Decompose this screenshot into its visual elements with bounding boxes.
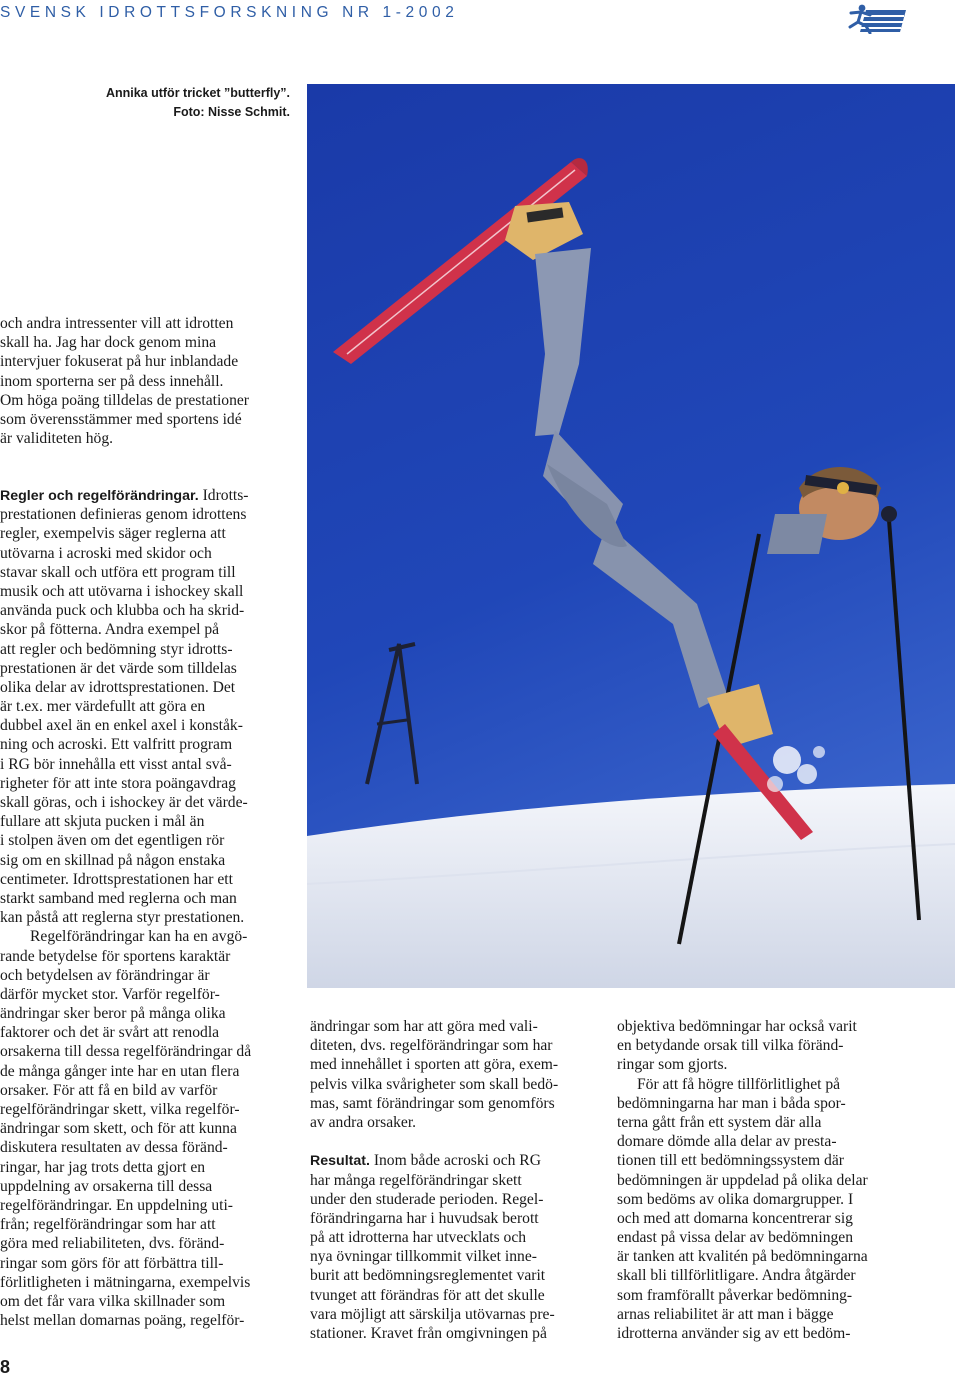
paragraph-gap [310,1132,600,1151]
skier-photo [307,84,955,988]
text-line: tionen till ett bedömningssystem där [617,1152,844,1170]
text-line: och betydelsen av förändringar är [0,966,210,984]
caption-credit: Foto: Nisse Schmit. [173,105,290,119]
text-line: skall bli tillförlitligare. Andra åtgärder [617,1267,856,1285]
text-line: terna gått från ett system där alla [617,1113,822,1131]
text-line: utövarna i acroski med skidor och [0,544,212,562]
text-line: tvunget att förändras för att det skulle [310,1286,545,1304]
text-line: diskutera resultaten av dessa föränd- [0,1139,228,1157]
text-line: att regler och bedömning styr idrotts- [0,640,233,658]
text-line: i RG bör innehålla ett visst antal svå- [0,755,232,773]
text-line: om det får vara vilka skillnader som [0,1292,226,1310]
text-line: därför mycket stor. Varför regelför- [0,985,220,1003]
text-line: orsakerna till dessa regelförändringar då [0,1043,252,1061]
text-line: bedömningen är uppdelad på olika delar [617,1171,868,1189]
text-line: prestationen definieras genom idrottens [0,506,247,524]
text-line: helst mellan domarnas poäng, regelför- [0,1312,245,1330]
text-line: ringar som gjorts. [617,1056,728,1074]
text-line: använda puck och klubba och ha skrid- [0,602,245,620]
text-line: är t.ex. mer värdefullt att göra en [0,698,206,716]
text-line: är validiteten hög. [0,430,114,448]
text-line: från; regelförändringar som har att [0,1216,216,1234]
text-line: ringar, har jag trots detta gjort en [0,1158,206,1176]
text-line: bedömningarna har man i båda spor- [617,1094,846,1112]
text-line: faktorer och det är svårt att renodla [0,1024,220,1042]
text-run: Idrotts- [198,487,249,504]
text-line [310,1151,600,1170]
text-line: förändringarna har i huvudsak berott [310,1209,539,1227]
text-line: ändringar som har att göra med vali- [310,1018,538,1035]
text-line: starkt samband med reglerna och man [0,889,237,907]
text-line: arnas reliabilitet är att man i bägge [617,1305,834,1323]
text-line: fullare att skjuta pucken i mål än [0,813,205,831]
text-line: av andra orsaker. [310,1113,417,1131]
text-line: Regelförändringar kan ha en avgö- [30,928,248,946]
text-run: Inom både acroski och RG [369,1152,541,1170]
text-line: För att få högre tillförlitlighet på [637,1075,841,1093]
journal-header: SVENSK IDROTTSFORSKNING NR 1-2002 [0,4,459,21]
text-line: centimeter. Idrottsprestationen har ett [0,870,233,888]
text-line: och andra intressenter vill att idrotten [0,315,234,332]
text-line: regler, exempelvis säger reglerna att [0,525,226,543]
text-line: mas, samt förändringar som genomförs [310,1094,555,1112]
text-line: vara möjligt att särskilja utövarnas pre- [310,1305,555,1323]
text-line: ändringar sker beror på många olika [0,1005,226,1023]
text-line [0,486,292,505]
text-line: med innehållet i sporten att göra, exem- [310,1056,559,1074]
column-1-top [0,314,292,448]
text-line: objektiva bedömningar har också varit [617,1018,857,1035]
text-line: skall göras, och i ishockey är det värde- [0,794,248,811]
text-line: kan påstå att reglerna styr prestationen. [0,909,245,927]
text-line: en betydande orsak till vilka föränd- [617,1037,844,1055]
text-line: skor på fötterna. Andra exempel på [0,621,220,639]
text-line: regelförändringar skett, vilka regelför- [0,1101,240,1118]
text-line: som överensstämmer med sportens idé [0,410,242,428]
text-line: ning och acroski. Ett valfritt program [0,736,233,754]
text-line: som bedöms av olika domargrupper. I [617,1190,854,1208]
text-line: endast på vissa delar av bedömningen [617,1229,854,1247]
text-line: är tanken att kvalitén på bedömningarna [617,1248,868,1266]
text-line: som framförallt påverkar bedömning- [617,1286,853,1304]
text-line: pelvis vilka svårigheter som skall bedö- [310,1075,559,1093]
text-line: prestationen är det värde som tilldelas [0,659,237,677]
page-number: 8 [0,1357,11,1377]
text-line: musik och att utövarna i ishockey skall [0,582,244,600]
text-line: stavar skall och utföra ett program till [0,563,236,581]
text-line: righeter för att inte stora poängavdrag [0,774,236,792]
section-heading: Regler och regelförändringar. [0,488,199,504]
text-line: stationer. Kravet från omgivningen på [310,1325,547,1342]
text-line: diteten, dvs. regelförändringar som har [310,1037,553,1055]
text-line: göra med reliabiliteten, dvs. föränd- [0,1235,225,1253]
text-line: de många gånger inte har en utan flera [0,1062,240,1080]
text-line: idrotterna använder sig av ett bedöm- [617,1325,851,1342]
column-3 [617,1017,917,1343]
caption-line: Annika utför tricket ”butterfly”. [105,86,290,100]
text-line: olika delar av idrottsprestationen. Det [0,678,236,696]
text-line: nya övningar tillkommit vilket inne- [310,1248,537,1266]
column-2 [310,1017,600,1343]
text-line: på att idrotterna har utvecklats och [310,1229,527,1247]
text-line: dubbel axel än en enkel axel i konståk- [0,717,243,735]
text-line: har många regelförändringar skett [310,1171,522,1189]
text-line: sig om en skillnad på någon enstaka [0,851,226,869]
section-heading: Resultat. [310,1153,370,1170]
text-line: inom sporterna ser på dess innehåll. [0,372,224,390]
text-line: domare dömde alla delar av presta- [617,1133,837,1151]
text-line: regelförändringar. En uppdelning uti- [0,1196,233,1214]
text-line: i stolpen även om det egentligen rör [0,832,225,850]
text-line: orsaker. För att få en bild av varför [0,1081,218,1099]
column-1-body [0,486,292,1330]
text-line: intervjuer fokuserat på hur inblandade [0,353,239,371]
text-line: uppdelning av orsakerna till dessa [0,1177,213,1195]
text-line: och med att domarna koncentrerar sig [617,1209,853,1227]
photo-caption [40,84,290,122]
journal-logo-icon [848,2,908,34]
text-line: ringar som görs för att förbättra till- [0,1254,224,1272]
text-line: under den studerade perioden. Regel- [310,1190,544,1208]
text-line: rande betydelse för sportens karaktär [0,947,231,965]
text-line: burit att bedömningsreglementet varit [310,1267,546,1285]
text-line: förlitligheten i mätningarna, exempelvis [0,1273,251,1291]
text-line: ändringar som skett, och för att kunna [0,1120,237,1138]
text-line: Om höga poäng tilldelas de prestationer [0,391,249,409]
text-line: skall ha. Jag har dock genom mina [0,334,217,352]
